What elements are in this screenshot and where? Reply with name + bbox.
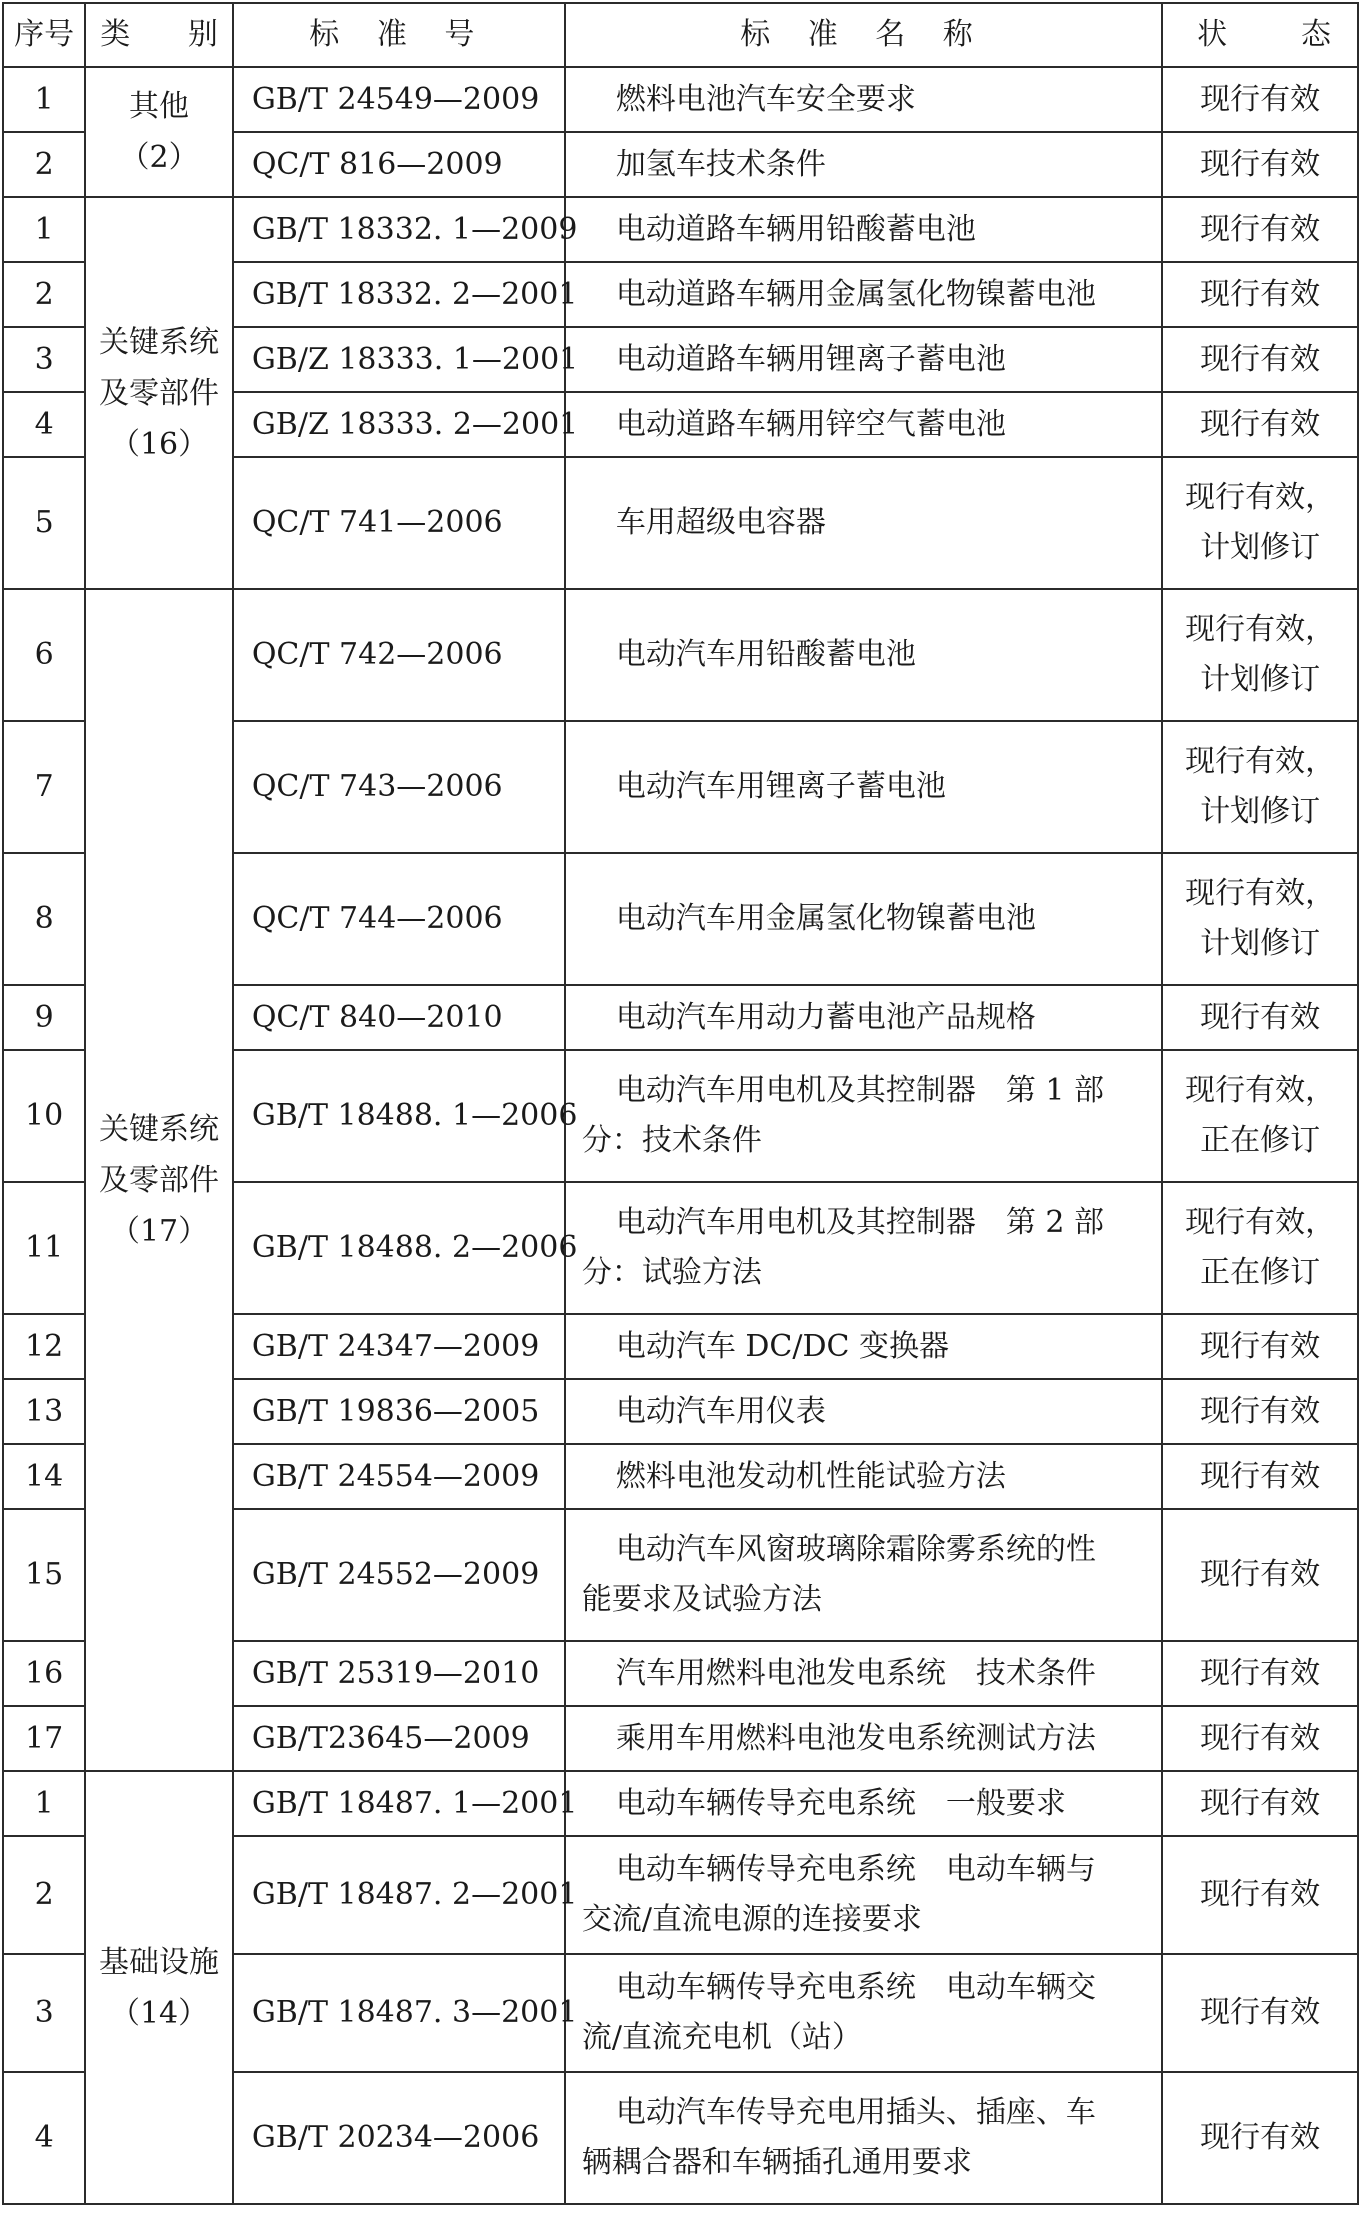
row-index: 8 [3,853,85,985]
row-name [565,721,1162,853]
status-text: 现行有效 [1200,1328,1321,1364]
header-status-right: 态 [1301,17,1331,52]
row-code: QC/T 744—2006 [233,853,565,985]
row-index: 3 [3,1954,85,2072]
row-index: 2 [3,132,85,197]
row-code: GB/T 18488. 2—2006 [233,1182,565,1314]
status-text: 现行有效 [1200,1655,1321,1691]
status-text: 现行有效 [1200,1720,1321,1756]
row-index: 17 [3,1706,85,1771]
header-name: 标 准 名 称 [565,3,1162,67]
row-status [1162,1314,1358,1379]
category-count: （16） [109,426,209,462]
row-status [1162,197,1358,262]
row-status [1162,67,1358,132]
category-cell [85,197,233,589]
row-status [1162,1182,1358,1314]
row-code: GB/T 18332. 2—2001 [233,262,565,327]
row-index: 16 [3,1641,85,1706]
status-text: 现行有效， [1185,876,1336,911]
row-code: GB/T23645—2009 [233,1706,565,1771]
category-label-2: 及零部件 [99,1162,220,1198]
row-name [565,1641,1162,1706]
row-name-text: 电动汽车用电机及其控制器 第 2 部 [615,1205,1104,1240]
row-code: GB/T 25319—2010 [233,1641,565,1706]
status-text-2: 计划修订 [1200,662,1321,697]
row-name-text: 电动汽车 DC/DC 变换器 [615,1328,950,1364]
row-name-text-2: 交流/直流电源的连接要求 [581,1902,922,1937]
row-name [565,327,1162,392]
row-name-text: 电动汽车用铅酸蓄电池 [615,637,916,672]
status-text: 现行有效 [1200,341,1321,377]
row-name [565,457,1162,589]
row-status [1162,1706,1358,1771]
row-name-text: 电动汽车用电机及其控制器 第 1 部 [615,1073,1104,1108]
row-name-text: 电动道路车辆用金属氢化物镍蓄电池 [615,276,1096,312]
category-cell [85,67,233,197]
status-text: 现行有效， [1185,744,1336,779]
row-code: GB/T 18487. 1—2001 [233,1771,565,1836]
row-code: GB/T 24347—2009 [233,1314,565,1379]
row-code: GB/Z 18333. 2—2001 [233,392,565,457]
row-status [1162,985,1358,1050]
status-text: 现行有效 [1200,1458,1321,1494]
category-count: （14） [109,1995,209,2031]
row-code: QC/T 742—2006 [233,589,565,721]
row-name-text: 电动汽车用动力蓄电池产品规格 [615,999,1036,1035]
row-status [1162,853,1358,985]
category-label-2: 及零部件 [99,375,220,411]
status-text: 现行有效 [1200,211,1321,247]
category-label: 关键系统 [99,1111,220,1147]
row-code: QC/T 840—2010 [233,985,565,1050]
row-status [1162,392,1358,457]
status-text-2: 正在修订 [1200,1123,1321,1158]
row-index: 12 [3,1314,85,1379]
row-index: 1 [3,197,85,262]
row-index: 4 [3,2072,85,2204]
row-code: GB/Z 18333. 1—2001 [233,327,565,392]
status-text-2: 计划修订 [1200,794,1321,829]
row-name-text: 汽车用燃料电池发电系统 技术条件 [615,1655,1096,1691]
row-name [565,853,1162,985]
table-row [3,197,1358,262]
row-name [565,1182,1162,1314]
status-text: 现行有效， [1185,480,1336,515]
row-code: GB/T 18487. 3—2001 [233,1954,565,2072]
row-status [1162,1444,1358,1509]
row-name [565,1379,1162,1444]
row-name [565,1509,1162,1641]
row-name-text-2: 能要求及试验方法 [581,1582,822,1617]
row-name [565,589,1162,721]
standards-table [2,2,1359,2205]
row-status [1162,2072,1358,2204]
table-row [3,589,1358,721]
category-cell [85,589,233,1771]
row-status [1162,262,1358,327]
row-name [565,1836,1162,1954]
row-status [1162,327,1358,392]
row-name [565,1706,1162,1771]
header-category-left: 类 [100,17,131,52]
status-text: 现行有效 [1200,276,1321,312]
status-text: 现行有效 [1200,1877,1321,1912]
status-text: 现行有效， [1185,1205,1336,1240]
table-row [3,67,1358,132]
row-index: 2 [3,1836,85,1954]
row-index: 7 [3,721,85,853]
row-name-text: 电动汽车用金属氢化物镍蓄电池 [615,901,1036,936]
row-index: 9 [3,985,85,1050]
status-text: 现行有效 [1200,146,1321,182]
status-text-2: 正在修订 [1200,1255,1321,1290]
table-row [3,1771,1358,1836]
row-code: GB/T 20234—2006 [233,2072,565,2204]
row-code: GB/T 24549—2009 [233,67,565,132]
row-status [1162,457,1358,589]
header-row [3,3,1358,67]
row-index: 3 [3,327,85,392]
row-name-text: 电动车辆传导充电系统 一般要求 [615,1785,1066,1821]
row-code: GB/T 18487. 2—2001 [233,1836,565,1954]
header-status [1162,3,1358,67]
row-name-text: 电动汽车用锂离子蓄电池 [615,769,946,804]
row-name-text: 电动汽车传导充电用插头、插座、车 [615,2095,1096,2130]
row-status [1162,1771,1358,1836]
row-status [1162,589,1358,721]
row-name [565,197,1162,262]
row-status [1162,1379,1358,1444]
row-name [565,1954,1162,2072]
row-status [1162,1509,1358,1641]
header-category-right: 别 [187,17,218,52]
row-name-text: 加氢车技术条件 [615,146,826,182]
status-text: 现行有效 [1200,1785,1321,1821]
row-name-text: 电动汽车用仪表 [615,1393,826,1429]
row-name-text: 电动车辆传导充电系统 电动车辆交 [615,1970,1096,2005]
row-index: 5 [3,457,85,589]
row-name-text-2: 分：试验方法 [581,1255,762,1290]
row-name [565,1444,1162,1509]
category-label: 关键系统 [99,324,220,360]
row-status [1162,132,1358,197]
status-text: 现行有效 [1200,406,1321,442]
row-name [565,985,1162,1050]
row-name [565,1771,1162,1836]
row-name [565,1050,1162,1182]
row-status [1162,1836,1358,1954]
row-index: 14 [3,1444,85,1509]
row-name-text: 燃料电池汽车安全要求 [615,81,916,117]
status-text-2: 计划修订 [1200,926,1321,961]
category-cell [85,1771,233,2204]
row-index: 6 [3,589,85,721]
row-name [565,392,1162,457]
row-name-text: 电动道路车辆用锂离子蓄电池 [615,341,1006,377]
row-code: GB/T 24554—2009 [233,1444,565,1509]
status-text: 现行有效， [1185,1073,1336,1108]
row-name [565,2072,1162,2204]
row-index: 15 [3,1509,85,1641]
row-name [565,132,1162,197]
header-category [85,3,233,67]
row-name-text: 电动道路车辆用锌空气蓄电池 [615,406,1006,442]
row-code: QC/T 743—2006 [233,721,565,853]
row-code: GB/T 18332. 1—2009 [233,197,565,262]
row-status [1162,1954,1358,2072]
row-name-text: 电动道路车辆用铅酸蓄电池 [615,211,976,247]
row-name-text: 乘用车用燃料电池发电系统测试方法 [615,1720,1096,1756]
status-text: 现行有效 [1200,1393,1321,1429]
row-code: GB/T 18488. 1—2006 [233,1050,565,1182]
row-name-text: 电动汽车风窗玻璃除霜除雾系统的性 [615,1532,1096,1567]
category-count: （17） [109,1213,209,1249]
row-name-text-2: 分：技术条件 [581,1123,762,1158]
category-label: 基础设施 [99,1944,220,1980]
row-code: GB/T 19836—2005 [233,1379,565,1444]
category-count: （2） [119,140,199,175]
row-index: 10 [3,1050,85,1182]
row-name [565,67,1162,132]
row-name [565,262,1162,327]
row-name-text: 燃料电池发动机性能试验方法 [615,1458,1006,1494]
row-index: 13 [3,1379,85,1444]
header-code: 标 准 号 [233,3,565,67]
row-code: QC/T 741—2006 [233,457,565,589]
row-name-text-2: 流/直流充电机（站） [581,2020,862,2055]
status-text: 现行有效， [1185,612,1336,647]
row-index: 2 [3,262,85,327]
status-text: 现行有效 [1200,1995,1321,2030]
row-index: 1 [3,1771,85,1836]
status-text: 现行有效 [1200,81,1321,117]
row-index: 4 [3,392,85,457]
row-status [1162,1050,1358,1182]
row-code: GB/T 24552—2009 [233,1509,565,1641]
row-name-text: 车用超级电容器 [615,505,826,540]
status-text-2: 计划修订 [1200,530,1321,565]
header-index: 序号 [3,3,85,67]
row-status [1162,1641,1358,1706]
category-label: 其他 [129,89,190,124]
row-name-text: 电动车辆传导充电系统 电动车辆与 [615,1852,1096,1887]
header-status-left: 状 [1197,17,1228,52]
status-text: 现行有效 [1200,2120,1321,2155]
status-text: 现行有效 [1200,1557,1321,1592]
row-index: 1 [3,67,85,132]
row-name-text-2: 辆耦合器和车辆插孔通用要求 [581,2145,972,2180]
row-name [565,1314,1162,1379]
status-text: 现行有效 [1200,999,1321,1035]
row-index: 11 [3,1182,85,1314]
row-code: QC/T 816—2009 [233,132,565,197]
row-status [1162,721,1358,853]
